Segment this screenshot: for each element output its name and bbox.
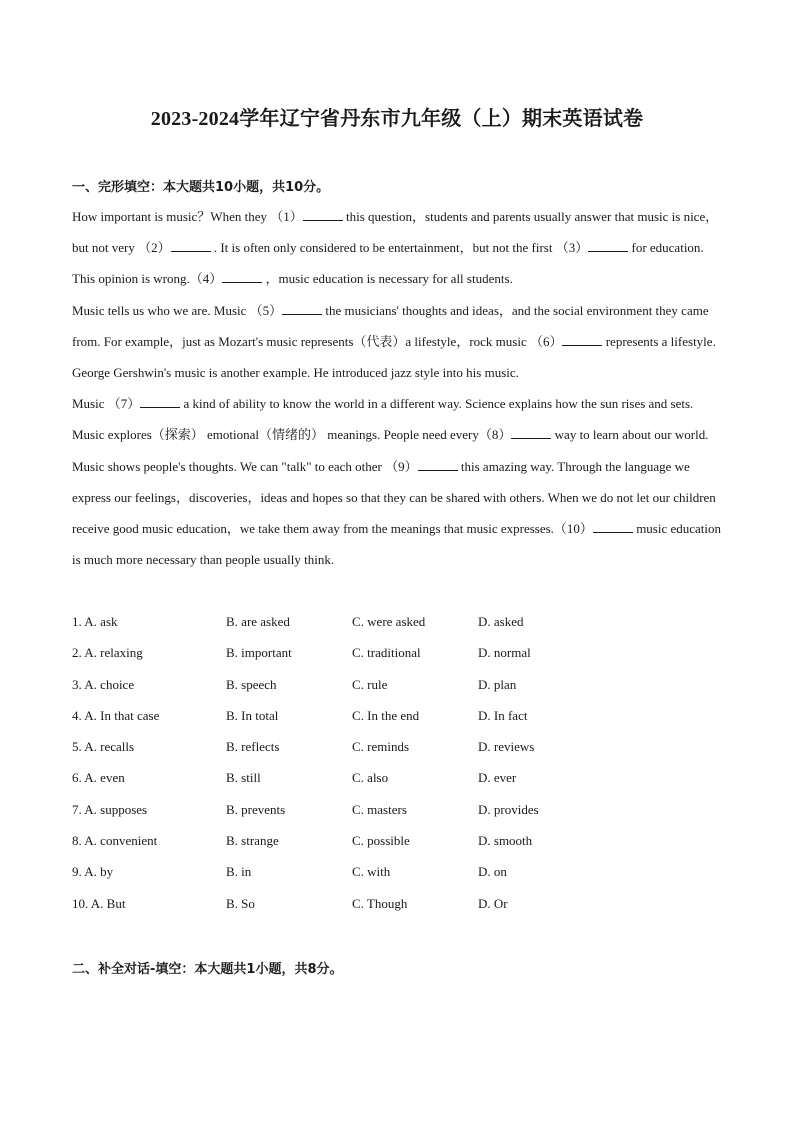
blank-9 <box>418 458 458 471</box>
option-row <box>72 794 722 825</box>
option-a: 7. A. supposes <box>72 801 148 817</box>
blank-10 <box>593 520 633 533</box>
option-row <box>72 731 722 762</box>
passage-paragraph-3: Music （7） a kind of ability to know the world in a different way. Science explains how the sun rises and sets. Music explores（探索） emotional（情绪的） meanings. People need every（8） way to learn about our world. <box>72 396 709 443</box>
option-d: D. plan <box>478 676 517 692</box>
option-d: D. reviews <box>478 739 535 755</box>
option-a: 3. A. choice <box>72 676 135 692</box>
option-b: B. In total <box>226 707 279 723</box>
option-c: C. possible <box>352 833 410 849</box>
option-c: C. reminds <box>352 739 410 755</box>
option-row <box>72 606 722 637</box>
option-a: 5. A. recalls <box>72 739 135 755</box>
option-b: B. speech <box>226 676 277 692</box>
option-d: D. Or <box>478 895 508 911</box>
blank-8 <box>511 426 551 439</box>
option-b: B. still <box>226 770 261 786</box>
option-c: C. rule <box>352 676 388 692</box>
blank-3 <box>588 239 628 252</box>
option-a: 2. A. relaxing <box>72 645 143 661</box>
blank-5 <box>282 302 322 315</box>
page-title: 2023-2024学年辽宁省丹东市九年级（上）期末英语试卷 <box>150 108 644 130</box>
section-1-heading: 一、完形填空：本大题共10小题，共10分。 <box>72 180 330 195</box>
option-row <box>72 825 722 856</box>
section-2-heading: 二、补全对话-填空：本大题共1小题，共8分。 <box>72 962 343 977</box>
option-c: C. were asked <box>352 614 426 629</box>
passage-paragraph-4: Music shows people's thoughts. We can "talk" to each other （9） this amazing way. Through the language we express our feelings，discoveries，ideas and hopes so that they can be shared with others. When we do not let our children receive good music education，we take them away from the meanings that music expresses.（10） music education is much more necessary than people usually think. <box>72 458 722 568</box>
option-a: 8. A. convenient <box>72 833 158 849</box>
option-row <box>72 700 722 731</box>
option-d: D. provides <box>478 801 539 817</box>
option-b: B. are asked <box>226 614 290 629</box>
option-a: 1. A. ask <box>72 614 118 629</box>
option-row <box>72 669 722 700</box>
option-c: C. masters <box>352 801 407 817</box>
blank-2 <box>171 239 211 252</box>
option-d: D. ever <box>478 770 517 786</box>
blank-1 <box>303 208 343 221</box>
option-b: B. in <box>226 864 252 880</box>
option-d: D. asked <box>478 614 524 629</box>
option-a: 6. A. even <box>72 770 125 786</box>
option-c: C. with <box>352 864 391 880</box>
option-b: B. reflects <box>226 739 280 755</box>
answer-options <box>72 606 722 919</box>
option-row <box>72 637 722 668</box>
blank-6 <box>562 333 602 346</box>
option-a: 10. A. But <box>72 895 126 911</box>
option-b: B. So <box>226 895 255 911</box>
option-c: C. In the end <box>352 707 420 723</box>
option-d: D. smooth <box>478 833 533 849</box>
option-b: B. prevents <box>226 801 286 817</box>
cloze-passage <box>72 201 722 575</box>
option-c: C. also <box>352 770 389 786</box>
option-c: C. traditional <box>352 645 421 661</box>
passage-paragraph-1: How important is music？When they （1） this question，students and parents usually answer that music is nice，but not very （2） . It is often only considered to be entertainment，but not the first （3） for education. This opinion is wrong.（4） ，music education is necessary for all students. <box>72 209 719 287</box>
option-a: 4. A. In that case <box>72 707 160 723</box>
passage-paragraph-2: Music tells us who we are. Music （5） the musicians' thoughts and ideas，and the social environment they came from. For example，just as Mozart's music represents（代表）a lifestyle，rock music （6） represents a lifestyle. George Gershwin's music is another example. He introduced jazz style into his music. <box>72 302 716 381</box>
option-b: B. important <box>226 645 292 661</box>
blank-7 <box>140 395 180 408</box>
option-b: B. strange <box>226 833 279 849</box>
option-row <box>72 888 722 919</box>
option-d: D. normal <box>478 645 531 661</box>
option-row <box>72 762 722 793</box>
option-a: 9. A. by <box>72 864 114 880</box>
option-row <box>72 856 722 887</box>
option-d: D. on <box>478 864 507 880</box>
option-c: C. Though <box>352 895 408 911</box>
option-d: D. In fact <box>478 707 528 723</box>
blank-4 <box>222 270 262 283</box>
